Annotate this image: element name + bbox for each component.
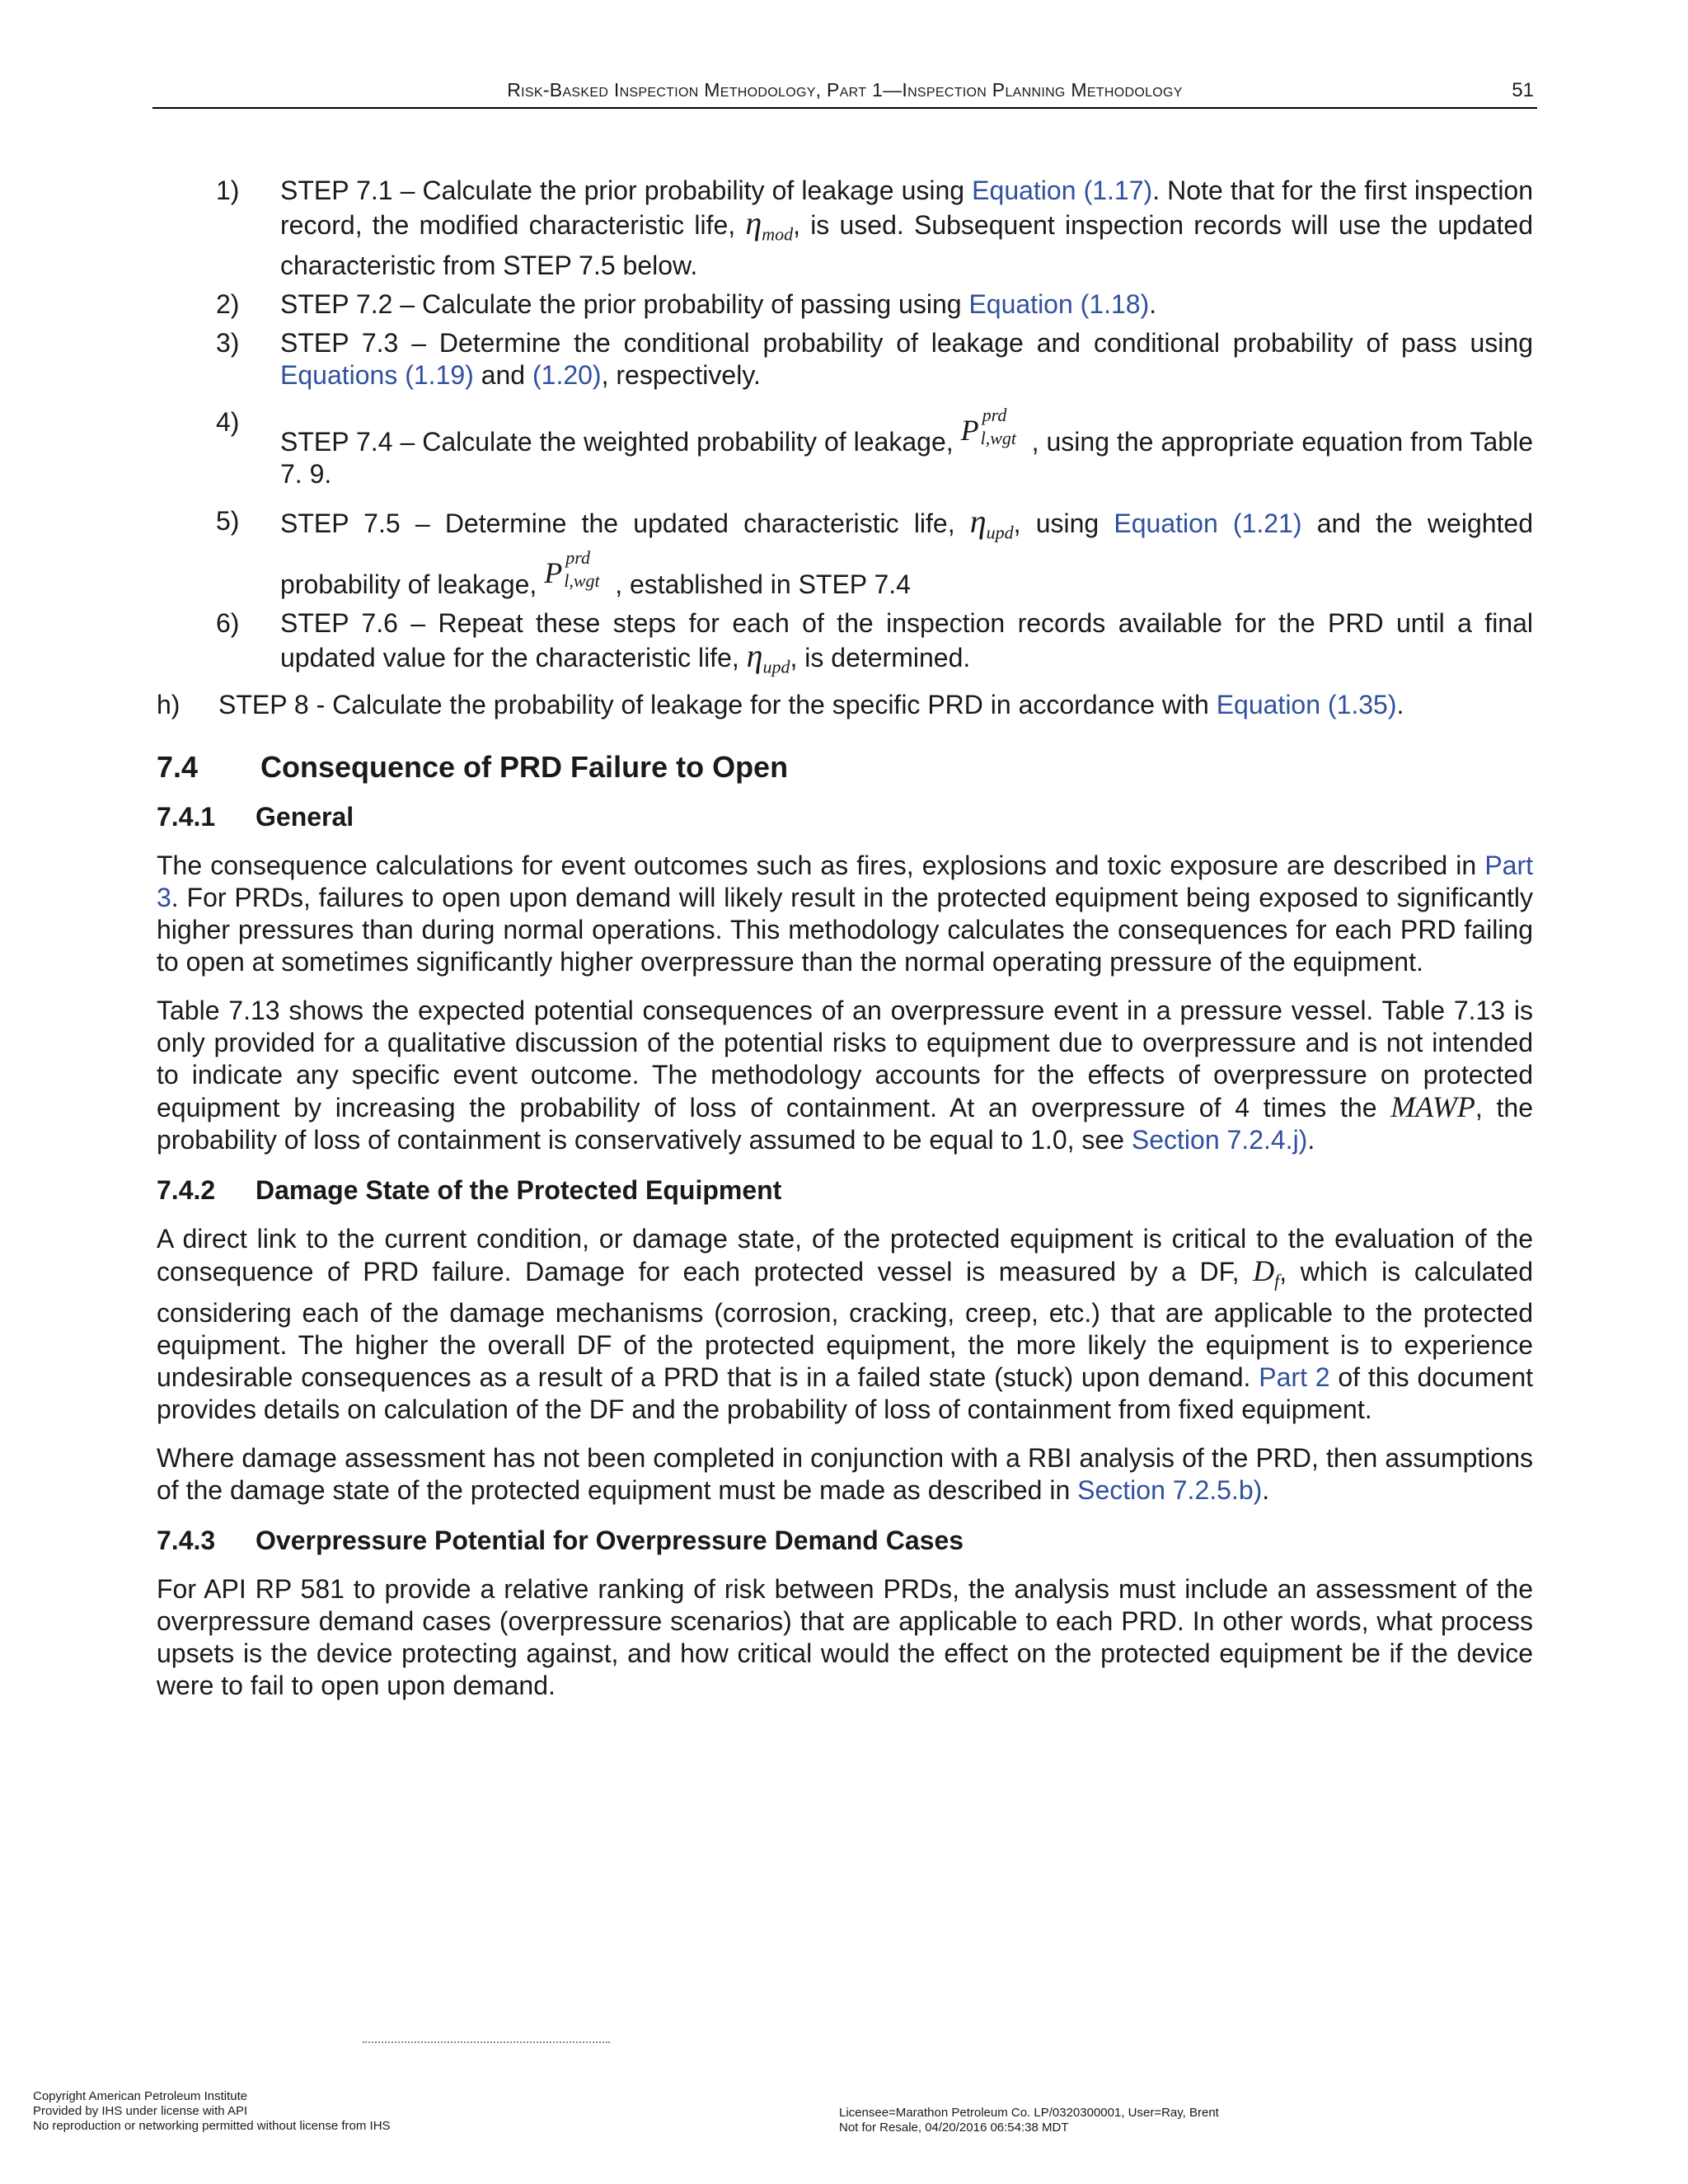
header-title: Risk-Basked Inspection Methodology, Part 1—Inspection Planning Methodology [507, 79, 1183, 101]
paragraph: For API RP 581 to provide a relative ranking of risk between PRDs, the analysis must include an assessment of the overpressure demand cases (overpressure scenarios) that are applicable to each PRD. In other words, what process upsets is the device protecting against, and how critical would the effect on the protected equipment be if the device were to fail to open upon demand. [157, 1573, 1533, 1700]
footer-copyright: Copyright American Petroleum Institute Provided by IHS under license with API No reproduction or networking permitted without license from IHS [33, 2089, 391, 2133]
probability-symbol: P prd l,wgt [960, 405, 1017, 449]
footer-license: Licensee=Marathon Petroleum Co. LP/0320300001, User=Ray, Brent Not for Resale, 04/20/2016 06:54:38 MDT [839, 2106, 1219, 2135]
paragraph: Where damage assessment has not been completed in conjunction with a RBI analysis of the PRD, then assumptions of the damage state of the protected equipment must be made as described in Section 7.2.5.b). [157, 1442, 1533, 1505]
scan-artifact [363, 2041, 610, 2046]
list-item: 2) STEP 7.2 – Calculate the prior probability of passing using Equation (1.18). [216, 289, 1157, 320]
list-item: 5) STEP 7.5 – Determine the updated characteristic life, $\eta_{upd}$, using Equation (1.21) and the weighted probability of leakage, P prd l,wgt , established in STEP 7.4 [216, 503, 1534, 599]
df-symbol: D [1253, 1254, 1275, 1288]
subsection-heading: 7.4.3 Overpressure Potential for Overpressure Demand Cases [157, 1525, 964, 1555]
equation-link[interactable]: Equation (1.18) [968, 289, 1150, 320]
list-item: 3) STEP 7.3 – Determine the conditional probability of leakage and conditional probability of pass using Equations (1.19) and (1.20), respectively. [216, 328, 1533, 391]
section-link[interactable]: Section 7.2.5.b) [1077, 1474, 1263, 1505]
step-list [157, 175, 1533, 682]
eta-symbol: η [969, 503, 987, 541]
eta-symbol: η [746, 636, 763, 674]
list-item: 6) STEP 7.6 – Repeat these steps for each of the inspection records available for the PRD until a final updated value for the characteristic life, $\eta_{upd}$, is determined. [216, 607, 1533, 677]
list-item: h) STEP 8 - Calculate the probability of leakage for the specific PRD in accordance with Equation (1.35). [157, 690, 1404, 720]
part-link[interactable]: Part 3 [157, 851, 1533, 913]
equation-link[interactable]: (1.20) [532, 360, 602, 391]
running-header [152, 79, 1537, 109]
paragraph: Table 7.13 shows the expected potential consequences of an overpressure event in a pressure vessel. Table 7.13 is only provided for a qualitative discussion of the potential risks to equipment due to overpressure and is not intended to indicate any specific event outcome. The methodology accounts for the effects of overpressure on protected equipment by increasing the probability of loss of containment. At an overpressure of 4 times the MAWP, the probability of loss of containment is conservatively assumed to be equal to 1.0, see Section 7.2.4.j). [157, 996, 1534, 1155]
section-link[interactable]: Section 7.2.4.j) [1131, 1125, 1308, 1155]
list-item: 1) STEP 7.1 – Calculate the prior probability of leakage using Equation (1.17). Note that for the first inspection record, the modified characteristic life, $\eta_{mod}$, is used. Subsequent inspection records will use the updated characteristic from STEP 7.5 below. [216, 176, 1534, 281]
paragraph: The consequence calculations for event outcomes such as fires, explosions and toxic exposure are described in Part 3. For PRDs, failures to open upon demand will likely result in the protected equipment being exposed to significantly higher pressures than during normal operations. This methodology calculates the consequences for each PRD failing to open at sometimes significantly higher overpressure than the normal operating pressure of the equipment. [157, 851, 1533, 977]
part-link[interactable]: Part 2 [1259, 1361, 1330, 1392]
mawp-symbol: MAWP [1390, 1090, 1475, 1124]
page-content [157, 175, 1533, 1718]
equation-link[interactable]: Equation (1.35) [1216, 690, 1397, 720]
subsection-heading: 7.4.2 Damage State of the Protected Equipment [157, 1175, 782, 1206]
equation-link[interactable]: Equation (1.17) [972, 176, 1153, 205]
eta-symbol: η [745, 204, 762, 241]
page-number: 51 [1512, 79, 1534, 101]
probability-symbol: P prd l,wgt [544, 546, 600, 591]
section-heading: 7.4 Consequence of PRD Failure to Open [157, 750, 789, 785]
list-item: 4) STEP 7.4 – Calculate the weighted probability of leakage, P prd l,wgt , using the appropriate equation from Table 7. 9. [216, 405, 1534, 490]
equation-link[interactable]: Equation (1.21) [1114, 509, 1302, 539]
paragraph: A direct link to the current condition, or damage state, of the protected equipment is critical to the evaluation of the consequence of PRD failure. Damage for each protected vessel is measured by a DF, $D_f$, which is calculated considering each of the damage mechanisms (corrosion, cracking, creep, etc.) that are applicable to the protected equipment. The higher the overall DF of the protected equipment, the more likely the equipment is to experience undesirable consequences as a result of a PRD that is in a failed state (stuck) upon demand. Part 2 of this document provides details on calculation of the DF and the probability of loss of containment from fixed equipment. [157, 1224, 1534, 1424]
subsection-heading: 7.4.1 General [157, 802, 354, 832]
equation-link[interactable]: Equations (1.19) [280, 360, 474, 391]
